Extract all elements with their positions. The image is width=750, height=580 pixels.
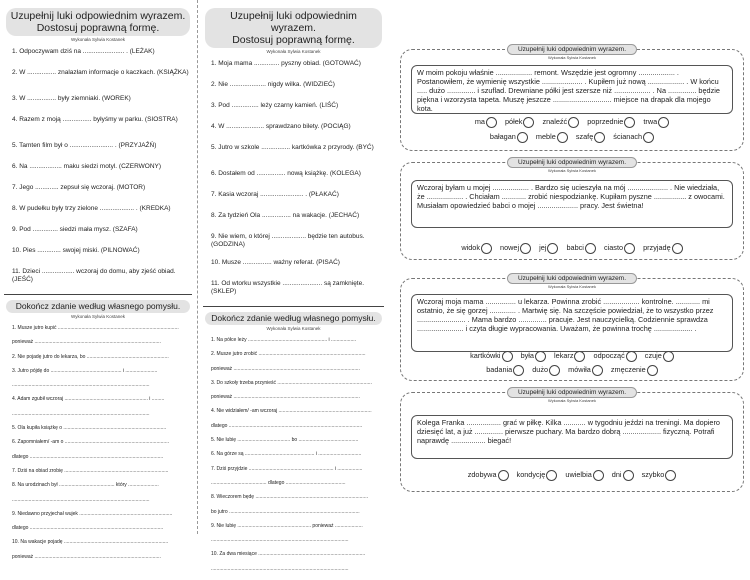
answer-circle[interactable]	[592, 365, 603, 376]
sentence-line: 6. Na górze są .................................................. i ...............................	[211, 451, 362, 458]
answer-circle[interactable]	[658, 117, 669, 128]
word-label: zdobywa	[467, 470, 497, 479]
word-option[interactable]	[604, 242, 635, 254]
word-option[interactable]	[521, 350, 546, 362]
exercise-item: 2. Nie .................... nigdy wilka. (WIDZIEĆ)	[211, 81, 335, 88]
sentence-line: 1. Na półce leży ......................................................... i ..................	[211, 337, 357, 343]
answer-circle[interactable]	[672, 243, 683, 254]
exercise-item: 11. Dzieci .................. wczoraj do domu, aby zjeść obiad. (JEŚĆ)	[12, 268, 176, 283]
answer-circle[interactable]	[585, 243, 596, 254]
word-label: poprzednie	[587, 117, 624, 126]
cloze-text: Kolega Franka ................. grać w piłkę. Kilka ........... w tygodniu jeździ na treningi. Ma dopiero dziesięć lat, a już .............. pierwsze puchary. Ma bardzo dobrą ................... fizyczną. Potrafi naprawdę ................. biegać!	[411, 415, 733, 459]
answer-circle[interactable]	[502, 351, 513, 362]
exercise-list	[211, 60, 388, 306]
word-label: dużo	[532, 365, 549, 374]
sentence-line: ........................................ dlatego ...........................................	[211, 479, 346, 486]
sentence-line: 9. Nie lubię ..................................................... ponieważ ....................	[211, 522, 363, 529]
word-option[interactable]	[611, 364, 658, 376]
word-label: mówiła	[568, 365, 591, 374]
answer-circle[interactable]	[568, 117, 579, 128]
exercise-item: 7. Jego ............. zepsuł się wczoraj. (MOTOR)	[12, 184, 146, 191]
word-label: jej	[539, 243, 547, 252]
word-option[interactable]	[565, 469, 603, 481]
word-bank-row	[401, 350, 743, 362]
exercise-item: 3. Pod ............... leży czarny kamień. (LIŚĆ)	[211, 102, 339, 109]
sentence-line: 6. Zapomniałem/ -am o ...........................................................................	[12, 439, 169, 446]
title-line-2: Dostosuj poprawną formę.	[232, 34, 355, 46]
answer-circle[interactable]	[623, 470, 634, 481]
word-label: ma	[474, 117, 485, 126]
word-label: szybko	[641, 470, 665, 479]
exercise-item: 6. Na .................. maku siedzi motyl. (CZERWONY)	[12, 163, 162, 170]
word-bank-row	[401, 364, 743, 376]
word-label: ciasto	[603, 243, 624, 252]
word-label: kondycję	[516, 470, 546, 479]
cloze-box-4	[400, 389, 744, 492]
box-title: Uzupełnij luki odpowiednim wyrazem.	[507, 44, 637, 55]
word-label: szafę	[575, 132, 594, 141]
word-label: widok	[461, 243, 480, 252]
worksheet-title	[6, 8, 190, 36]
word-label: ścianach	[613, 132, 643, 141]
cloze-box-2	[400, 159, 744, 260]
author-note: Wykonała Sylwia Kostanek	[71, 314, 125, 319]
sentence-line: 5. Nie lubię ...................................... bo ...........................................	[211, 437, 359, 444]
exercise-item: 4. W ..................... sprawdzano bilety. (POCIĄG)	[211, 123, 351, 130]
word-label: nowej	[500, 243, 520, 252]
word-option[interactable]	[642, 469, 677, 481]
sentence-line: 3. Jutro pójdę do ................................................... i .......................	[12, 367, 158, 374]
sentence-list	[12, 325, 196, 568]
exercise-item: 1. Moja mama .............. pyszny obiad. (GOTOWAĆ)	[211, 60, 361, 67]
cloze-text: Wczoraj moja mama ............... u lekarza. Powinna zrobić .................. kontrolne. ............ mi ostatnio, że się gorzej ............. . Martwię się. Na szczęście powiedział, że to wszystko przez ........................ . Mama bardzo .............. pracuje. Jest nauczycielką. Codziennie sprawdza ....................... i czyta długie wypracowania. Uważam, że powinna trochę ................... .	[411, 294, 733, 352]
author-note: Wykonała Sylwia Kostanek	[548, 398, 596, 403]
word-label: znaleźć	[542, 117, 568, 126]
cloze-text: W moim pokoju właśnie .................. remont. Wszędzie jest ogromny .................. . Postanowiłem, że wymienię wszystkie .................... . Kupiłem już nową .................. . W końcu ..... dużo .............. i szuflad. Drewniane półki jest szersze niż .................. . Na .............. będzie piękna i wzorzysta tapeta. Muszę jeszcze ............................. miejsce na drapak dla mojego kota.	[411, 65, 733, 114]
title-line-2: Dostosuj poprawną formę.	[36, 22, 160, 34]
word-label: zmęczenie	[610, 365, 646, 374]
sentence-line: 7. Dziś na obiad zrobię ...........................................................................	[12, 467, 169, 474]
word-bank-row	[401, 116, 743, 128]
title-line-1: Uzupełnij luki odpowiednim wyrazem.	[10, 10, 186, 22]
word-option[interactable]	[490, 131, 528, 143]
section-title: Dokończ zdanie według własnego pomysłu.	[205, 312, 382, 325]
word-option[interactable]	[461, 242, 492, 254]
word-option[interactable]	[536, 131, 568, 143]
word-option[interactable]	[643, 242, 683, 254]
answer-circle[interactable]	[626, 351, 637, 362]
sentence-line: ...................................................................................................	[12, 382, 150, 389]
sentence-line: 10. Za dwa miesiące .............................................................................	[211, 551, 366, 558]
exercise-item: 6. Dostałem od ................ nową książkę. (KOLEGA)	[211, 170, 361, 177]
word-option[interactable]	[468, 469, 509, 481]
exercise-item: 1. Odpoczywam dziś na ....................... . (LEŻAK)	[12, 48, 155, 55]
answer-circle[interactable]	[535, 351, 546, 362]
word-option[interactable]	[554, 350, 585, 362]
worksheet-column-left	[0, 0, 196, 568]
exercise-item: 8. W pudełku były trzy zielone ................... . (KREDKA)	[12, 205, 171, 212]
exercise-item: 9. Nie wiem, o której ................... będzie ten autobus. (GODZINA)	[211, 233, 365, 248]
answer-circle[interactable]	[624, 117, 635, 128]
word-label: bałagan	[489, 132, 516, 141]
cloze-box-1	[400, 46, 744, 151]
sentence-line: 7. Dziś przyjdzie ............................................................. i ..................	[211, 465, 363, 472]
box-title: Uzupełnij luki odpowiednim wyrazem.	[507, 273, 637, 284]
answer-circle[interactable]	[665, 470, 676, 481]
word-label: kartkówki	[470, 351, 501, 360]
answer-circle[interactable]	[523, 117, 534, 128]
sentence-line: dlatego ................................................................................................	[12, 525, 164, 532]
answer-circle[interactable]	[663, 351, 674, 362]
answer-circle[interactable]	[594, 132, 605, 143]
exercise-item: 7. Kasia wczoraj ........................ . (PŁAKAĆ)	[211, 191, 339, 198]
word-label: babci	[566, 243, 584, 252]
answer-circle[interactable]	[549, 365, 560, 376]
sentence-line: dlatego ................................................................................................	[211, 422, 363, 429]
word-option[interactable]	[475, 116, 497, 128]
author-note: Wykonała Sylwia Kostanek	[548, 284, 596, 289]
cloze-box-3	[400, 275, 744, 381]
word-label: półek	[504, 117, 523, 126]
exercise-item: 8. Za tydzień Ola ................ na wakacje. (JECHAĆ)	[211, 212, 360, 219]
word-option[interactable]	[532, 364, 560, 376]
sentence-line: bo jutro ..............................................................................................	[211, 508, 360, 515]
exercise-item: 2. W ................ znalazłam informacje o kaczkach. (KSIĄŻKA)	[12, 69, 189, 76]
word-label: uwielbia	[565, 470, 592, 479]
word-bank-row	[401, 131, 743, 143]
word-option[interactable]	[645, 350, 674, 362]
word-option[interactable]	[539, 242, 558, 254]
author-note: Wykonała Sylwia Kostanek	[266, 326, 321, 331]
exercise-item: 10. Musze ................ ważny referat. (PISAĆ)	[211, 259, 340, 266]
answer-circle[interactable]	[486, 117, 497, 128]
word-bank-row	[401, 469, 743, 481]
answer-circle[interactable]	[647, 365, 658, 376]
sentence-line: 3. Do szkoły trzeba przynieść ....................................................................	[211, 379, 372, 386]
sentence-line: ...................................................................................................	[211, 565, 349, 572]
sentence-line: 2. Musze jutro zrobić .............................................................................	[211, 351, 366, 358]
exercise-item: 5. Jutro w szkole ................ kartkówka z przyrody. (BYĆ)	[211, 144, 374, 151]
answer-circle[interactable]	[517, 132, 528, 143]
sentence-line: 9. Niedawno przyjechał wujek ...................................................................	[12, 510, 173, 517]
exercise-item: 3. W ................ były ziemniaki. (WOREK)	[12, 95, 131, 102]
word-option[interactable]	[542, 116, 579, 128]
word-label: lekarz	[554, 351, 574, 360]
exercise-item: 10. Pies ............. swojej miski. (PILNOWAĆ)	[12, 247, 140, 254]
word-option[interactable]	[486, 364, 524, 376]
sentence-line: ...................................................................................................	[211, 537, 349, 544]
section-title: Dokończ zdanie według własnego pomysłu.	[6, 300, 190, 313]
author-note: Wykonała Sylwia Kostanek	[266, 49, 321, 54]
word-option[interactable]	[587, 116, 635, 128]
author-note: Wykonała Sylwia Kostanek	[548, 168, 596, 173]
section-separator	[203, 306, 384, 307]
word-label: czuje	[644, 351, 662, 360]
sentence-line: ponieważ ...........................................................................................	[211, 365, 360, 372]
sentence-line: ...................................................................................................	[12, 496, 150, 503]
answer-circle[interactable]	[574, 351, 585, 362]
worksheet-column-middle	[199, 0, 388, 580]
sentence-line: ponieważ ...........................................................................................	[211, 394, 360, 401]
exercise-item: 4. Razem z moją ................ byłyśmy w parku. (SIOSTRA)	[12, 116, 178, 123]
sentence-line: 5. Ola kupiła książkę o ..........................................................................	[12, 425, 167, 432]
sentence-line: dlatego ................................................................................................	[12, 453, 164, 460]
answer-circle[interactable]	[546, 470, 557, 481]
word-label: dni	[611, 470, 622, 479]
title-line-1: Uzupełnij luki odpowiednim wyrazem.	[230, 10, 357, 34]
sentence-line: 4. Nie widziałem/ -am wczoraj ...................................................................	[211, 408, 372, 415]
word-label: przyjadę	[643, 243, 671, 252]
sentence-line: 1. Musze jutro kupić .......................................................................................	[12, 325, 179, 331]
exercise-item: 5. Tamten film był o ........................ . (PRZYJAŹŃ)	[12, 142, 157, 149]
section-separator	[4, 294, 192, 295]
word-label: była	[520, 351, 534, 360]
word-option[interactable]	[594, 350, 637, 362]
answer-circle[interactable]	[520, 243, 531, 254]
cloze-text: Wczoraj byłam u mojej .................. . Bardzo się ucieszyła na mój .................... . Nie wiedziała, że .................. . Chciałam ............ zrobić niespodziankę. Kupiłam pyszne ................ z owocami. Musiałam opowiedzieć babci o mojej .................... pracy. Jest świetna!	[411, 180, 733, 228]
sentence-line: ...................................................................................................	[12, 410, 150, 417]
word-bank-row	[401, 242, 743, 254]
word-label: trwa	[643, 117, 658, 126]
exercise-item: 9. Pod .............. siedzi mała mysz. (SZAFA)	[12, 226, 138, 233]
word-option[interactable]	[470, 350, 512, 362]
answer-circle[interactable]	[513, 365, 524, 376]
word-label: badania	[486, 365, 513, 374]
answer-circle[interactable]	[593, 470, 604, 481]
answer-circle[interactable]	[624, 243, 635, 254]
sentence-line: 2. Nie pojadę jutro do lekarza, bo ...........................................................	[12, 353, 169, 360]
author-note: Wykonała Sylwia Kostanek	[71, 37, 125, 42]
word-label: meble	[535, 132, 556, 141]
author-note: Wykonała Sylwia Kostanek	[548, 55, 596, 60]
word-option[interactable]	[576, 131, 605, 143]
word-option[interactable]	[505, 116, 534, 128]
sentence-line: 10. Na wakacje pojadę ...........................................................................	[12, 539, 169, 546]
sentence-line: 8. Wieczorem będę .................................................................................	[211, 494, 368, 501]
word-option[interactable]	[612, 469, 634, 481]
word-option[interactable]	[566, 242, 595, 254]
answer-circle[interactable]	[547, 243, 558, 254]
box-title: Uzupełnij luki odpowiednim wyrazem.	[507, 157, 637, 168]
answer-circle[interactable]	[643, 132, 654, 143]
sentence-list	[211, 337, 388, 580]
sentence-line: ponieważ ...........................................................................................	[12, 339, 161, 346]
exercise-item: 11. Od wtorku wszystkie ...................... są zamknięte. (SKLEP)	[211, 280, 365, 295]
word-option[interactable]	[613, 131, 654, 143]
sentence-line: 8. Na urodzinach był ........................................ który ......................	[12, 482, 159, 489]
answer-circle[interactable]	[498, 470, 509, 481]
answer-circle[interactable]	[481, 243, 492, 254]
answer-circle[interactable]	[557, 132, 568, 143]
worksheet-title	[205, 8, 382, 48]
word-option[interactable]	[643, 116, 669, 128]
word-option[interactable]	[568, 364, 603, 376]
box-title: Uzupełnij luki odpowiednim wyrazem.	[507, 387, 637, 398]
word-label: odpocząć	[593, 351, 625, 360]
column-divider	[197, 0, 198, 534]
sentence-line: 4. Adam zgubił wczoraj ............................................................ i .........	[12, 396, 165, 403]
word-option[interactable]	[500, 242, 531, 254]
word-option[interactable]	[517, 469, 558, 481]
exercise-list	[12, 48, 196, 294]
sentence-line: ponieważ ...........................................................................................	[12, 553, 161, 560]
